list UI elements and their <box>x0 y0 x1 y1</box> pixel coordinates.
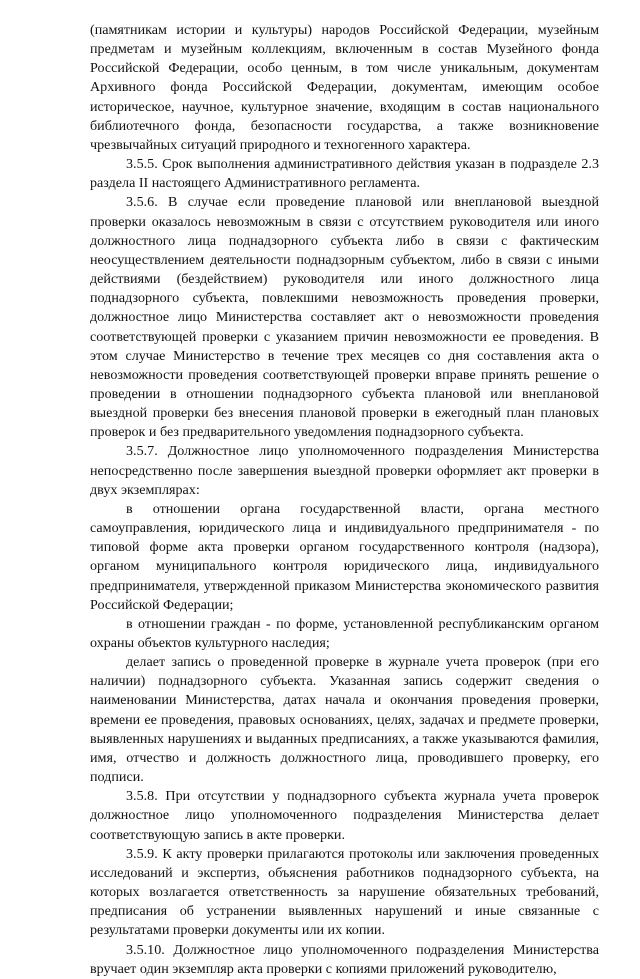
paragraph-3-5-5: 3.5.5. Срок выполнения административного действия указан в подразделе 2.3 раздела II настоящего Административного регламента. <box>90 156 599 192</box>
paragraph-act-for-citizens: в отношении граждан - по форме, установленной республиканским органом охраны объектов культурного наследия; <box>90 615 599 651</box>
paragraph-3-5-9: 3.5.9. К акту проверки прилагаются протоколы или заключения проведенных исследований и экспертиз, объяснения работников поднадзорного субъекта, на которых возлагается ответственность за нарушение обязательных требований, предписания об устранении выявленных нарушений и иные связанные с результатами проверки документы или их копии. <box>90 845 599 939</box>
paragraph-heritage-objects-continuation: (памятникам истории и культуры) народов Российской Федерации, музейным предметам и музейным коллекциям, включенным в состав Музейного фонда Российской Федерации, особо ценным, в том числе уникальным, документам Архивного фонда Российской Федерации, документам, имеющим особое историческое, научное, культурное значение, входящим в состав национального библиотечного фонда, безопасности государства, а также возникновение чрезвычайных ситуаций природного и техногенного характера. <box>90 22 599 153</box>
paragraph-journal-entry: делает запись о проведенной проверке в журнале учета проверок (при его наличии) поднадзорного субъекта. Указанная запись содержит сведения о наименовании Министерства, датах начала и окончания проведения проверки, времени ее проведения, правовых основаниях, целях, задачах и предмете проверки, выявленных нарушениях и выданных предписаниях, а также указываются фамилия, имя, отчество и должность должностного лица, проводившего проверку, его подписи. <box>90 654 599 786</box>
paragraph-3-5-7: 3.5.7. Должностное лицо уполномоченного подразделения Министерства непосредственно после завершения выездной проверки оформляет акт проверки в двух экземплярах: <box>90 443 599 498</box>
paragraph-act-for-organizations: в отношении органа государственной власти, органа местного самоуправления, юридического лица и индивидуального предпринимателя - по типовой форме акта проверки органом государственного контроля (надзора), органом муниципального контроля юридического лица, индивидуального предпринимателя, утвержденной приказом Министерства экономического развития Российской Федерации; <box>90 500 599 613</box>
paragraph-3-5-8: 3.5.8. При отсутствии у поднадзорного субъекта журнала учета проверок должностное лицо уполномоченного подразделения Министерства делает соответствующую запись в акте проверки. <box>90 788 599 843</box>
paragraph-3-5-10: 3.5.10. Должностное лицо уполномоченного подразделения Министерства вручает один экземпляр акта проверки с копиями приложений руководителю, <box>90 941 599 977</box>
paragraph-3-5-6: 3.5.6. В случае если проведение плановой или внеплановой выездной проверки оказалось невозможным в связи с отсутствием руководителя или иного должностного лица поднадзорного субъекта либо в связи с фактическим неосуществлением деятельности поднадзорным субъектом, либо в связи с иными действиями (бездействием) руководителя или иного должностного лица поднадзорного субъекта, повлекшими невозможность проведения проверки, должностное лицо Министерства составляет акт о невозможности проведения соответствующей проверки с указанием причин невозможности ее проведения. В этом случае Министерство в течение трех месяцев со дня составления акта о невозможности проведения соответствующей проверки вправе принять решение о проведении в отношении поднадзорного субъекта плановой или внеплановой выездной проверки без внесения плановой проверки в ежегодный план плановых проверок и без предварительного уведомления поднадзорного субъекта. <box>90 194 599 441</box>
document-body <box>90 21 599 979</box>
